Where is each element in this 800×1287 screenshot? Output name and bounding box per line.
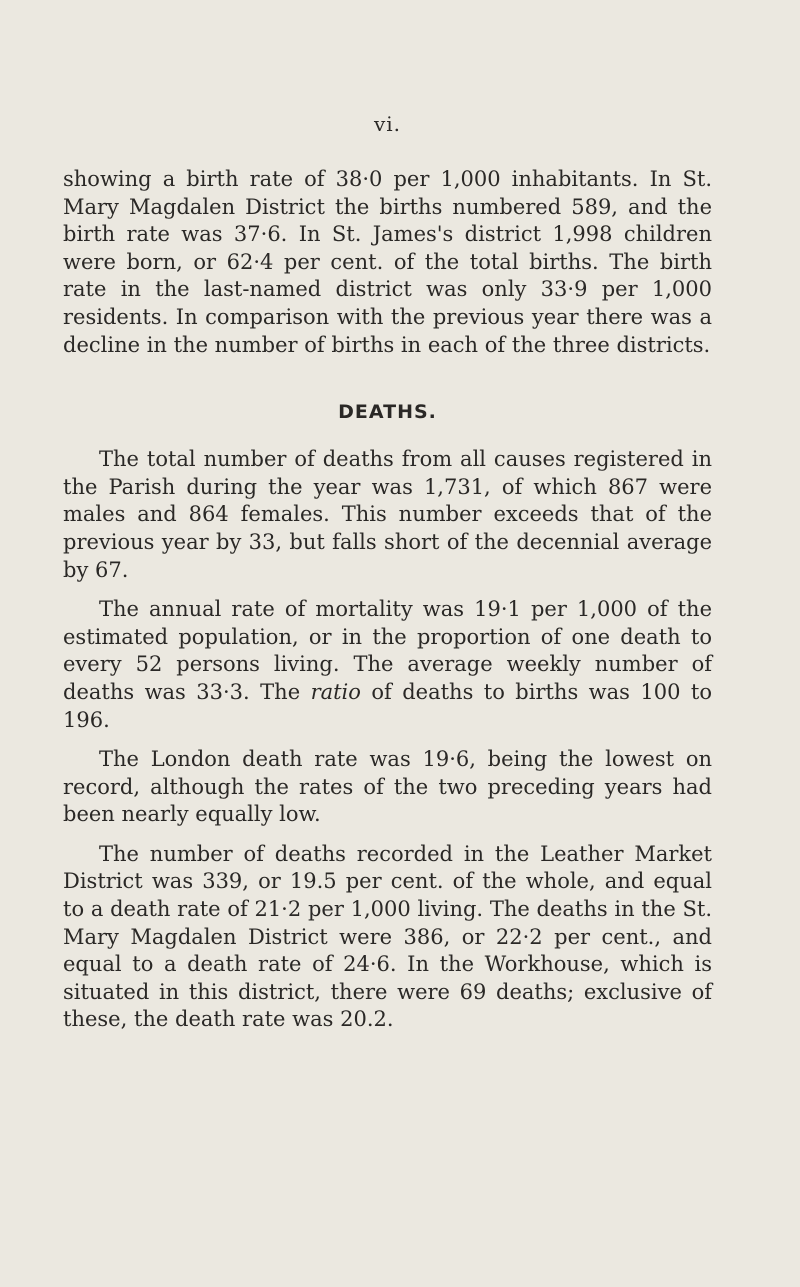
ratio-prefix: The [260, 679, 301, 704]
paragraph-mortality-rate [63, 596, 712, 734]
paragraph-london-rate: The London death rate was 19·6, being the lowest on record, although the rates of the two preceding years had been nearly equally low. [63, 747, 712, 827]
ratio-suffix: of deaths to births was 100 to 196. [63, 679, 712, 732]
page-number: vi. [373, 112, 402, 136]
paragraph-total-deaths: The total number of deaths from all causes registered in the Parish during the year was 1,731, of which 867 were males and 864 females. This number exceeds that of the previous year by 33, but falls short of the decennial average by 67. [63, 447, 712, 582]
section-heading-deaths: DEATHS. [338, 401, 437, 424]
mortality-rate-text: The annual rate of mortality was 19·1 per 1,000 of the estimated population, or in the proportion of one death to every 52 persons living. The average weekly number of deaths was 33·3. [63, 597, 712, 704]
paragraph-districts: The number of deaths recorded in the Leather Market District was 339, or 19.5 per cent. of the whole, and equal to a death rate of 21·2 per 1,000 living. The deaths in the St. Mary Magdalen District were 386, or 22·2 per cent., and equal to a death rate of 24·6. In the Workhouse, which is situated in this district, there were 69 deaths; exclusive of these, the death rate was 20.2. [63, 841, 712, 1032]
intro-paragraph: showing a birth rate of 38·0 per 1,000 inhabitants. In St. Mary Magdalen District the births numbered 589, and the birth rate was 37·6. In St. James's district 1,998 children were born, or 62·4 per cent. of the total births. The birth rate in the last-named district was only 33·9 per 1,000 residents. In comparison with the previous year there was a decline in the number of births in each of the three districts. [63, 167, 712, 357]
ratio-word: ratio [310, 679, 361, 704]
